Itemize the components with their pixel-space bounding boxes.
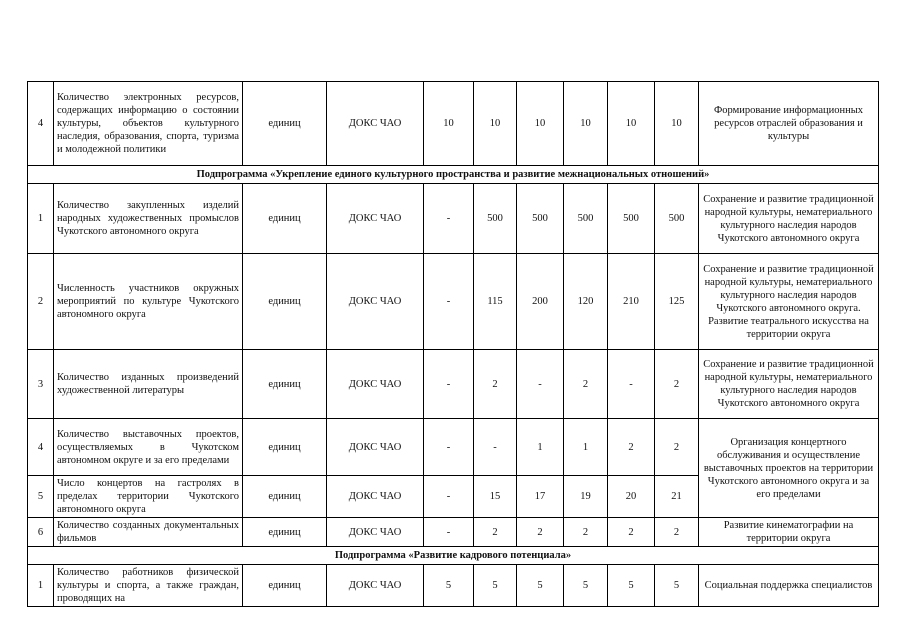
responsible-cell: ДОКС ЧАО [327, 254, 424, 350]
table-row [28, 254, 879, 350]
value-cell: 10 [424, 82, 474, 166]
subprogram-row [28, 547, 879, 565]
table-row [28, 184, 879, 254]
indicator-name: Количество электронных ресурсов, содержащих информацию о состоянии культуры, объектов культурного наследия, образования, спорта, туризма и молодежной политики [54, 82, 243, 166]
row-number: 4 [28, 419, 54, 476]
row-number: 3 [28, 350, 54, 419]
indicator-name: Численность участников окружных мероприятий по культуре Чукотского автономного округа [54, 254, 243, 350]
value-cell: 5 [424, 565, 474, 607]
responsible-cell: ДОКС ЧАО [327, 82, 424, 166]
table-row [28, 518, 879, 547]
value-cell: 2 [608, 518, 655, 547]
value-cell: 10 [655, 82, 699, 166]
value-cell: 2 [564, 518, 608, 547]
value-cell: - [424, 518, 474, 547]
indicator-name: Количество закупленных изделий народных художественных промыслов Чукотского автономного округа [54, 184, 243, 254]
value-cell: 2 [474, 518, 517, 547]
value-cell: 5 [517, 565, 564, 607]
row-number: 6 [28, 518, 54, 547]
table-row [28, 565, 879, 607]
value-cell: 5 [608, 565, 655, 607]
value-cell: 2 [517, 518, 564, 547]
value-cell: - [424, 254, 474, 350]
value-cell: 10 [517, 82, 564, 166]
value-cell: 2 [655, 350, 699, 419]
value-cell: 500 [474, 184, 517, 254]
responsible-cell: ДОКС ЧАО [327, 184, 424, 254]
value-cell: 2 [474, 350, 517, 419]
value-cell: 10 [608, 82, 655, 166]
row-number: 1 [28, 565, 54, 607]
responsible-cell: ДОКС ЧАО [327, 476, 424, 518]
row-number: 1 [28, 184, 54, 254]
value-cell: 10 [564, 82, 608, 166]
responsible-cell: ДОКС ЧАО [327, 565, 424, 607]
unit-cell: единиц [243, 565, 327, 607]
indicator-name: Количество работников физической культуры и спорта, а также граждан, проводящих на [54, 565, 243, 607]
unit-cell: единиц [243, 184, 327, 254]
value-cell: 15 [474, 476, 517, 518]
goal-cell: Сохранение и развитие традиционной народной культуры, нематериального культурного наследия народов Чукотского автономного округа. Развитие театрального искусства на территории округа [699, 254, 879, 350]
value-cell: 2 [655, 518, 699, 547]
value-cell: 2 [608, 419, 655, 476]
value-cell: - [424, 476, 474, 518]
value-cell: 5 [655, 565, 699, 607]
value-cell: 5 [474, 565, 517, 607]
value-cell: - [474, 419, 517, 476]
row-number: 2 [28, 254, 54, 350]
goal-cell: Развитие кинематографии на территории округа [699, 518, 879, 547]
value-cell: 200 [517, 254, 564, 350]
responsible-cell: ДОКС ЧАО [327, 419, 424, 476]
table-row [28, 350, 879, 419]
value-cell: 2 [655, 419, 699, 476]
indicator-name: Количество выставочных проектов, осуществляемых в Чукотском автономном округе и за его пределами [54, 419, 243, 476]
row-number: 4 [28, 82, 54, 166]
value-cell: - [424, 350, 474, 419]
goal-cell: Сохранение и развитие традиционной народной культуры, нематериального культурного наследия народов Чукотского автономного округа [699, 350, 879, 419]
indicator-name: Количество изданных произведений художественной литературы [54, 350, 243, 419]
unit-cell: единиц [243, 254, 327, 350]
goal-cell: Социальная поддержка специалистов [699, 565, 879, 607]
table-row [28, 82, 879, 166]
subprogram-row [28, 166, 879, 184]
unit-cell: единиц [243, 350, 327, 419]
value-cell: 17 [517, 476, 564, 518]
value-cell: - [608, 350, 655, 419]
value-cell: 1 [517, 419, 564, 476]
value-cell: 1 [564, 419, 608, 476]
subprogram-title: Подпрограмма «Укрепление единого культурного пространства и развитие межнациональных отношений» [28, 166, 879, 184]
subprogram-title: Подпрограмма «Развитие кадрового потенциала» [28, 547, 879, 565]
value-cell: 5 [564, 565, 608, 607]
value-cell: 19 [564, 476, 608, 518]
indicator-name: Количество созданных документальных фильмов [54, 518, 243, 547]
value-cell: 115 [474, 254, 517, 350]
value-cell: 20 [608, 476, 655, 518]
value-cell: 10 [474, 82, 517, 166]
unit-cell: единиц [243, 82, 327, 166]
value-cell: - [424, 184, 474, 254]
unit-cell: единиц [243, 518, 327, 547]
table-row [28, 419, 879, 476]
value-cell: 210 [608, 254, 655, 350]
responsible-cell: ДОКС ЧАО [327, 350, 424, 419]
value-cell: 2 [564, 350, 608, 419]
goal-cell: Формирование информационных ресурсов отраслей образования и культуры [699, 82, 879, 166]
goal-cell: Организация концертного обслуживания и осуществление выставочных проектов на территории Чукотского автономного округа и за его пределами [699, 419, 879, 518]
indicator-name: Число концертов на гастролях в пределах территории Чукотского автономного округа [54, 476, 243, 518]
value-cell: 125 [655, 254, 699, 350]
responsible-cell: ДОКС ЧАО [327, 518, 424, 547]
value-cell: 21 [655, 476, 699, 518]
goal-cell: Сохранение и развитие традиционной народной культуры, нематериального культурного наследия народов Чукотского автономного округа [699, 184, 879, 254]
value-cell: 500 [608, 184, 655, 254]
value-cell: 120 [564, 254, 608, 350]
value-cell: 500 [517, 184, 564, 254]
indicators-table [27, 81, 879, 607]
value-cell: 500 [655, 184, 699, 254]
row-number: 5 [28, 476, 54, 518]
value-cell: - [517, 350, 564, 419]
unit-cell: единиц [243, 419, 327, 476]
value-cell: 500 [564, 184, 608, 254]
value-cell: - [424, 419, 474, 476]
unit-cell: единиц [243, 476, 327, 518]
